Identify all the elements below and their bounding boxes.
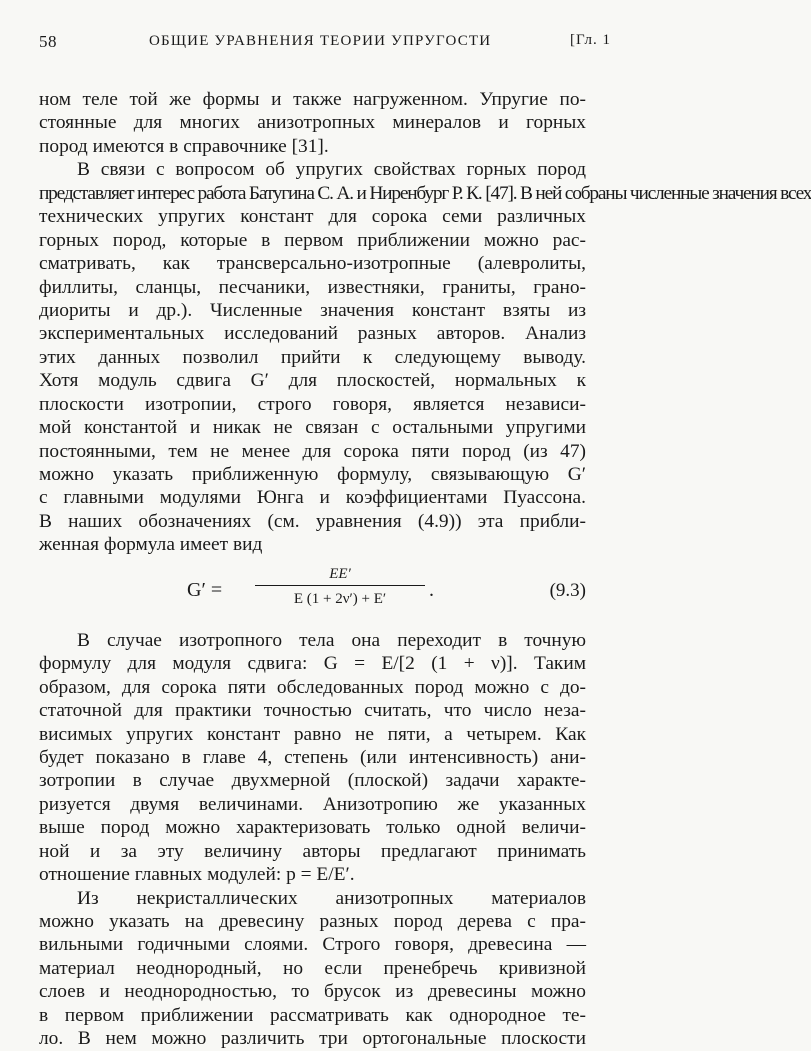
text-line: представляет интерес работа Батугина С. А. и Ниренбург Р. К. [47]. В ней собраны численные значения всех (39, 182, 811, 204)
page-number: 58 (39, 32, 57, 51)
text-line: слоев и неоднородностью, то брусок из древесины можно (39, 981, 586, 1003)
text-line: с главными модулями Юнга и коэффициентами Пуассона. (39, 487, 586, 509)
formula-lhs: G′ = (187, 578, 223, 601)
fraction-bar (255, 585, 425, 586)
paragraph-1 (39, 88, 586, 158)
text-line: сматривать, как трансверсально-изотропные (алевролиты, (39, 253, 586, 275)
formula-9-3 (39, 557, 586, 629)
text-line: ной и за эту величину авторы предлагают принимать (39, 840, 586, 862)
text-line: технических упругих констант для сорока семи различных (39, 206, 586, 228)
formula-numerator: EE′ (329, 565, 351, 582)
text-line: выше пород можно характеризовать только одной величи- (39, 817, 586, 839)
formula-end: . (429, 578, 434, 601)
text-line: формулу для модуля сдвига: G = E/[2 (1 + ν)]. Таким (39, 653, 586, 675)
text-line: горных пород, которые в первом приближении можно рас- (39, 229, 586, 251)
text-line: отношение главных модулей: p = E/E′. (39, 864, 355, 886)
text-line: Из некристаллических анизотропных материалов (77, 887, 586, 909)
text-line: ризуется двумя величинами. Анизотропию же указанных (39, 793, 586, 815)
text-line: женная формула имеет вид (39, 534, 263, 556)
text-line: мой константой и никак не связан с остальными упругими (39, 417, 586, 439)
text-line: вильными годичными слоями. Строго говоря, древесина — (39, 934, 586, 956)
text-line: пород имеются в справочнике [31]. (39, 135, 329, 157)
text-line: можно указать приближенную формулу, связывающую G′ (39, 464, 586, 485)
formula-denominator: E (1 + 2ν′) + E′ (293, 590, 387, 607)
paragraph-4 (39, 887, 586, 1051)
text-line: плоскости изотропии, строго говоря, является независи- (39, 393, 586, 415)
chapter-label: [Гл. 1 (569, 32, 611, 48)
text-line: Хотя модуль сдвига G′ для плоскостей, нормальных к (39, 370, 586, 392)
page-body (39, 88, 811, 1051)
text-line: В связи с вопросом об упругих свойствах горных пород (77, 159, 586, 181)
paragraph-2 (39, 158, 811, 556)
text-line: статочной для практики точностью считать, что число неза- (39, 700, 586, 722)
text-line: висимых упругих констант равно не пяти, а четырем. Как (39, 723, 586, 745)
text-line: будет показано в главе 4, степень (или интенсивность) ани- (39, 746, 586, 768)
running-title: ОБЩИЕ УРАВНЕНИЯ ТЕОРИИ УПРУГОСТИ (149, 33, 492, 49)
equation-number: (9.3) (549, 579, 586, 601)
text-line: диориты и др.). Численные значения констант взяты из (39, 299, 586, 321)
page-header (39, 32, 611, 56)
text-line: стоянные для многих анизотропных минералов и горных (39, 112, 586, 134)
text-line: ло. В нем можно различить три ортогональные плоскости (39, 1028, 586, 1050)
text-line: можно указать на древесину разных пород дерева с пра- (39, 911, 586, 932)
text-line: этих данных позволил прийти к следующему выводу. (39, 346, 586, 368)
text-line: филлиты, сланцы, песчаники, известняки, граниты, грано- (39, 276, 586, 298)
text-line: материал неоднородный, но если пренебречь кривизной (39, 957, 586, 979)
text-line: образом, для сорока пяти обследованных пород можно с до- (39, 676, 586, 698)
text-line: экспериментальных исследований разных авторов. Анализ (39, 323, 586, 345)
text-line: постоянными, тем не менее для сорока пяти пород (из 47) (39, 440, 586, 462)
paragraph-3 (39, 629, 586, 887)
text-line: зотропии в случае двухмерной (плоской) задачи характе- (39, 770, 586, 792)
text-line: ном теле той же формы и также нагруженном. Упругие по- (39, 89, 586, 110)
formula-fraction (255, 563, 425, 611)
text-line: В наших обозначениях (см. уравнения (4.9)) эта прибли- (39, 510, 586, 532)
text-line: в первом приближении рассматривать как однородное те- (39, 1004, 586, 1026)
text-line: В случае изотропного тела она переходит в точную (77, 629, 586, 651)
